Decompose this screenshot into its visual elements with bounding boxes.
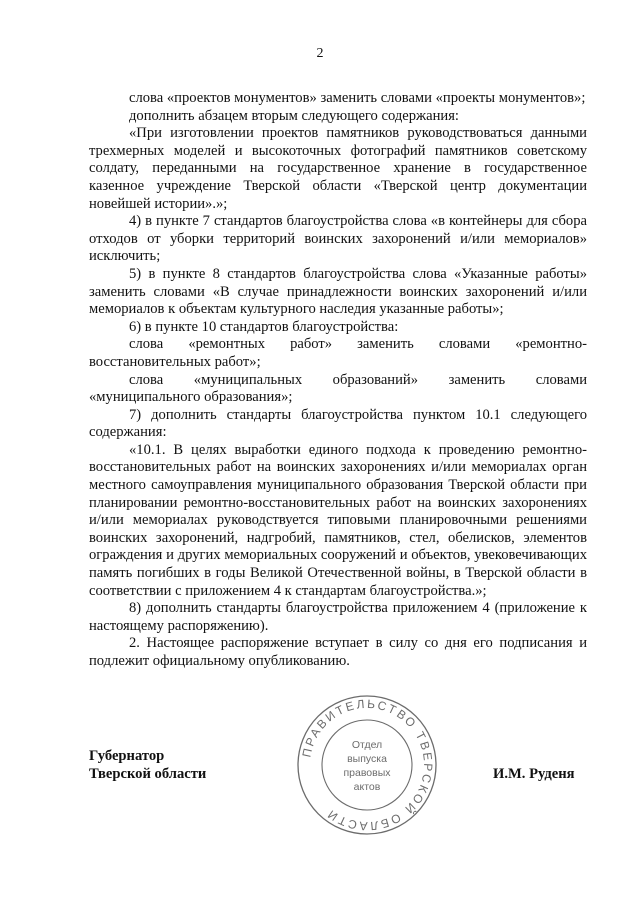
paragraph: 2. Настоящее распоряжение вступает в силу со дня его подписания и подлежит официальному опубликованию. [89,635,587,669]
signatory-position-line: Тверской области [89,766,207,782]
seal-outer-ring [298,696,436,834]
paragraph: 4) в пункте 7 стандартов благоустройства слова «в контейнеры для сбора отходов от уборки территорий воинских захоронений и/или мемориалов» исключить; [89,213,587,265]
paragraph: «При изготовлении проектов памятников руководствоваться данными трехмерных моделей и высокоточных фотографий памятников советскому солдату, переданными на государственное хранение в государственное казенное учреждение Тверской области «Тверской центр документации новейшей истории».»; [89,125,587,212]
paragraph: «10.1. В целях выработки единого подхода к проведению ремонтно-восстановительных работ на воинских захоронениях и/или мемориалах орган местного самоуправления муниципального образования Тверской области при планировании ремонтно-восстановительных работ на воинских захоронениях и/или мемориалах руководствуется типовыми планировочными решениями воинских захоронений, надгробий, памятников, стел, обелисков, элементов ограждения и других мемориальных сооружений и объектов, увековечивающих память погибших в годы Великой Отечественной войны, в Тверской области в соответствии с приложением 4 к стандартам благоустройства.»; [89,441,587,599]
seal-center-text: выпуска [347,753,387,765]
seal-center-text: Отдел [351,739,383,751]
seal-center-text: правовых [343,767,391,779]
seal-ring-text: ПРАВИТЕЛЬСТВО ТВЕРСКОЙ ОБЛАСТИ [299,696,436,834]
document-body [89,90,587,671]
paragraph: 6) в пункте 10 стандартов благоустройства: [129,318,399,335]
signatory-name: И.М. Руденя [493,766,575,782]
signatory-position [89,747,206,783]
paragraph: слова «проектов монументов» заменить словами «проекты монументов»; [129,90,586,106]
official-seal-stamp [296,694,438,836]
page-number: 2 [316,46,324,61]
paragraph: 5) в пункте 8 стандартов благоустройства слова «Указанные работы» заменить словами «В случае принадлежности воинских захоронений и/или мемориалов к объектам культурного наследия указанные работы»; [89,265,587,318]
paragraph: 7) дополнить стандарты благоустройства пунктом 10.1 следующего содержания: [89,406,587,441]
seal-inner-ring [322,720,412,810]
paragraph: дополнить абзацем вторым следующего содержания: [129,107,459,124]
signatory-position-line: Губернатор [89,748,165,764]
paragraph: слова «ремонтных работ» заменить словами «ремонтно-восстановительных работ»; [89,336,587,370]
paragraph: 8) дополнить стандарты благоустройства приложением 4 (приложение к настоящему распоряжению). [89,600,587,634]
seal-center-text: актов [353,781,381,793]
paragraph: слова «муниципальных образований» заменить словами «муниципального образования»; [89,371,587,406]
